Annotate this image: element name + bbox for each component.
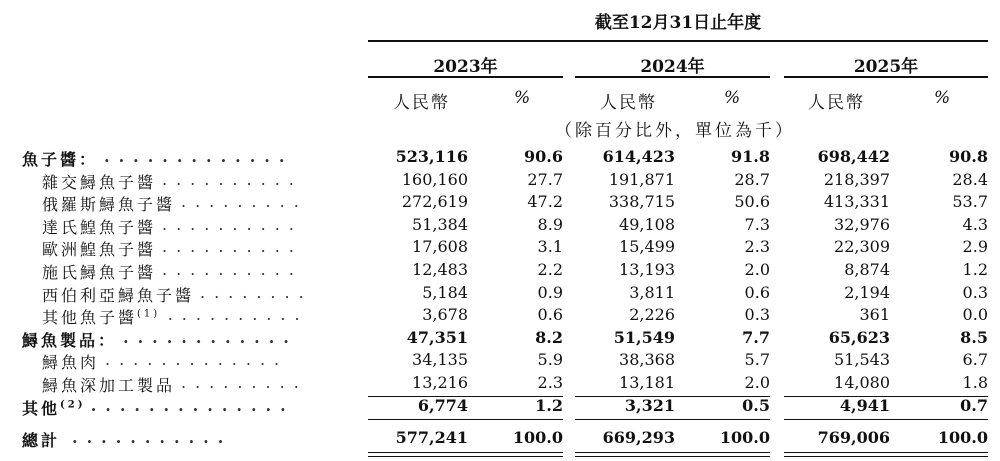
year-2024: 2024年 [640, 57, 705, 77]
total-label: 總計 [22, 431, 61, 450]
cell-2025-percent: 4.3 [962, 214, 988, 234]
cell-2023-amount: 34,135 [412, 350, 468, 370]
cell-2023-percent: 5.9 [537, 350, 563, 370]
row-label [22, 328, 117, 351]
cell-2025-percent: 1.8 [962, 373, 988, 392]
cell-2023-percent: 3.1 [537, 237, 563, 257]
pre-total-line-2024 [575, 419, 770, 420]
year-underline-2023 [368, 76, 563, 78]
total-double-line-b-2024 [575, 456, 770, 457]
cell-2025-amount: 218,397 [823, 169, 890, 189]
total-2025-percent: 100.0 [937, 428, 988, 447]
cell-2024-percent: 2.0 [744, 260, 770, 279]
row-label [42, 373, 175, 396]
cell-2024-percent: 50.6 [734, 192, 770, 212]
row-label [42, 237, 156, 260]
cell-2024-percent: 7.3 [744, 214, 770, 234]
row-label [22, 147, 98, 170]
leader-dots: ........ [200, 282, 313, 302]
cell-2025-percent: 0.7 [960, 395, 988, 415]
total-row [0, 428, 1000, 450]
row-label [22, 396, 85, 419]
cell-2025-amount: 2,194 [844, 282, 890, 302]
leader-dots: ............. [104, 147, 294, 166]
cell-2025-percent: 28.4 [952, 169, 988, 189]
total-double-line-a-2023 [368, 452, 563, 453]
row-label [42, 305, 160, 328]
row-label-text: 施氏鱘魚子醬 [42, 263, 157, 282]
row-label-text: 其他魚子醬 [42, 308, 138, 328]
year-underline-2025 [784, 76, 988, 78]
table-row [0, 260, 1000, 282]
table-row [0, 283, 1000, 305]
row-label-text: 鱘魚製品： [22, 330, 118, 350]
row-label [42, 260, 156, 283]
currency-label-2023: 人民幣 [393, 93, 450, 113]
cell-2025-amount: 65,623 [828, 327, 890, 347]
row-label-text: 達氏鰉魚子醬 [42, 217, 157, 237]
total-2024-percent: 100.0 [719, 428, 770, 447]
cell-2024-amount: 38,368 [619, 350, 675, 370]
subtotal-line-2024 [575, 396, 770, 397]
cell-2023-amount: 3,678 [422, 305, 468, 325]
leader-dots: ......... [181, 192, 308, 212]
total-double-line-a-2025 [784, 452, 988, 453]
cell-2023-amount: 272,619 [401, 192, 468, 212]
cell-2025-percent: 0.0 [962, 305, 988, 325]
pre-total-line-2025 [784, 419, 988, 420]
cell-2024-percent: 0.3 [744, 305, 770, 325]
cell-2023-amount: 47,351 [406, 327, 468, 347]
total-2024-amount: 669,293 [602, 428, 675, 447]
year-underline-2024 [575, 76, 770, 78]
cell-2025-amount: 698,442 [817, 147, 890, 166]
cell-2023-percent: 27.7 [527, 169, 563, 189]
cell-2024-amount: 3,321 [624, 395, 675, 415]
leader-dots: .......... [167, 305, 309, 325]
cell-2024-percent: 0.6 [744, 282, 770, 302]
percent-label-2024: % [724, 88, 741, 108]
cell-2023-amount: 17,608 [412, 237, 468, 257]
leader-dots: .............. [90, 395, 295, 415]
table-row [0, 170, 1000, 192]
cell-2025-percent: 0.3 [962, 282, 988, 302]
row-label-text: 歐洲鰉魚子醬 [42, 240, 157, 260]
row-label-text: 俄羅斯鱘魚子醬 [42, 195, 176, 215]
cell-2025-percent: 53.7 [952, 192, 988, 212]
table-row [0, 147, 1000, 169]
cell-2024-amount: 49,108 [619, 214, 675, 234]
cell-2024-amount: 191,871 [608, 169, 675, 189]
cell-2025-percent: 8.5 [960, 327, 988, 347]
cell-2024-amount: 13,193 [619, 260, 675, 279]
cell-2024-percent: 91.8 [731, 147, 770, 166]
cell-2025-amount: 361 [859, 305, 890, 325]
cell-2025-amount: 8,874 [844, 260, 890, 279]
cell-2025-amount: 51,543 [834, 350, 890, 370]
currency-label-2024: 人民幣 [600, 93, 657, 113]
table-row [0, 373, 1000, 395]
cell-2025-percent: 1.2 [962, 260, 988, 279]
pre-total-line-2023 [368, 419, 563, 420]
cell-2025-percent: 6.7 [962, 350, 988, 370]
table-row [0, 215, 1000, 237]
row-label-text: 魚子醬： [22, 150, 99, 169]
cell-2024-amount: 614,423 [602, 147, 675, 166]
cell-2023-amount: 5,184 [422, 282, 468, 302]
total-2025-amount: 769,006 [817, 428, 890, 447]
footnote-marker: (2) [60, 399, 86, 411]
table-row [0, 328, 1000, 350]
row-label-text: 鱘魚肉 [42, 353, 100, 373]
cell-2024-percent: 0.5 [742, 395, 770, 415]
total-2023-percent: 100.0 [512, 428, 563, 447]
total-double-line-b-2023 [368, 456, 563, 457]
cell-2025-amount: 413,331 [823, 192, 890, 212]
total-double-line-b-2025 [784, 456, 988, 457]
cell-2024-percent: 5.7 [744, 350, 770, 370]
leader-dots: .......... [162, 169, 303, 189]
total-leader-dots: ........... [72, 428, 233, 447]
year-2023: 2023年 [433, 57, 498, 77]
row-label [42, 170, 156, 193]
cell-2023-percent: 0.6 [537, 305, 563, 325]
footnote-marker: (1) [137, 308, 161, 320]
period-underline [368, 40, 988, 42]
row-label [42, 350, 99, 373]
cell-2023-amount: 13,216 [412, 373, 468, 392]
cell-2023-percent: 1.2 [535, 395, 563, 415]
cell-2024-amount: 15,499 [619, 237, 675, 257]
cell-2025-amount: 22,309 [834, 237, 890, 257]
row-label [42, 283, 194, 306]
cell-2023-percent: 47.2 [527, 192, 563, 212]
cell-2023-percent: 0.9 [537, 282, 563, 302]
leader-dots: .......... [162, 237, 303, 257]
cell-2023-percent: 2.3 [537, 373, 563, 392]
row-label-text: 其他 [22, 398, 61, 418]
period-title: 截至12月31日止年度 [594, 13, 762, 33]
cell-2024-amount: 2,226 [629, 305, 675, 325]
row-label-text: 鱘魚深加工製品 [42, 376, 176, 395]
leader-dots: ......... [181, 373, 308, 392]
row-label [42, 215, 156, 238]
cell-2023-percent: 8.2 [535, 327, 563, 347]
cell-2025-percent: 90.8 [949, 147, 988, 166]
table-row [0, 396, 1000, 418]
unit-note: （除百分比外，單位為千） [555, 121, 795, 141]
cell-2023-percent: 2.2 [537, 260, 563, 279]
row-label-text: 雜交鱘魚子醬 [42, 172, 157, 192]
cell-2023-amount: 51,384 [412, 214, 468, 234]
cell-2024-percent: 2.0 [744, 373, 770, 392]
percent-label-2023: % [514, 88, 531, 108]
currency-label-2025: 人民幣 [808, 93, 865, 113]
cell-2024-percent: 2.3 [744, 237, 770, 257]
cell-2024-amount: 3,811 [629, 282, 675, 302]
cell-2024-amount: 13,181 [619, 373, 675, 392]
cell-2024-percent: 28.7 [734, 169, 770, 189]
leader-dots: .......... [162, 260, 303, 279]
total-2023-amount: 577,241 [395, 428, 468, 447]
subtotal-line-2025 [784, 396, 988, 397]
cell-2025-percent: 2.9 [962, 237, 988, 257]
table-row [0, 350, 1000, 372]
cell-2024-percent: 7.7 [742, 327, 770, 347]
cell-2024-amount: 51,549 [613, 327, 675, 347]
cell-2025-amount: 14,080 [834, 373, 890, 392]
leader-dots: ............. [105, 350, 289, 370]
cell-2024-amount: 338,715 [608, 192, 675, 212]
leader-dots: .......... [162, 214, 303, 234]
table-row [0, 305, 1000, 327]
row-label-text: 西伯利亞鱘魚子醬 [42, 285, 195, 305]
leader-dots: ............ [123, 327, 298, 347]
cell-2023-percent: 90.6 [524, 147, 563, 166]
percent-label-2025: % [934, 88, 951, 108]
cell-2025-amount: 4,941 [839, 395, 890, 415]
row-label [42, 192, 175, 215]
table-row [0, 192, 1000, 214]
cell-2023-percent: 8.9 [537, 214, 563, 234]
cell-2023-amount: 6,774 [417, 395, 468, 415]
table-row [0, 237, 1000, 259]
cell-2023-amount: 160,160 [401, 169, 468, 189]
cell-2025-amount: 32,976 [834, 214, 890, 234]
cell-2023-amount: 523,116 [395, 147, 468, 166]
total-double-line-a-2024 [575, 452, 770, 453]
subtotal-line-2023 [368, 396, 563, 397]
year-2025: 2025年 [853, 57, 919, 77]
cell-2023-amount: 12,483 [412, 260, 468, 279]
